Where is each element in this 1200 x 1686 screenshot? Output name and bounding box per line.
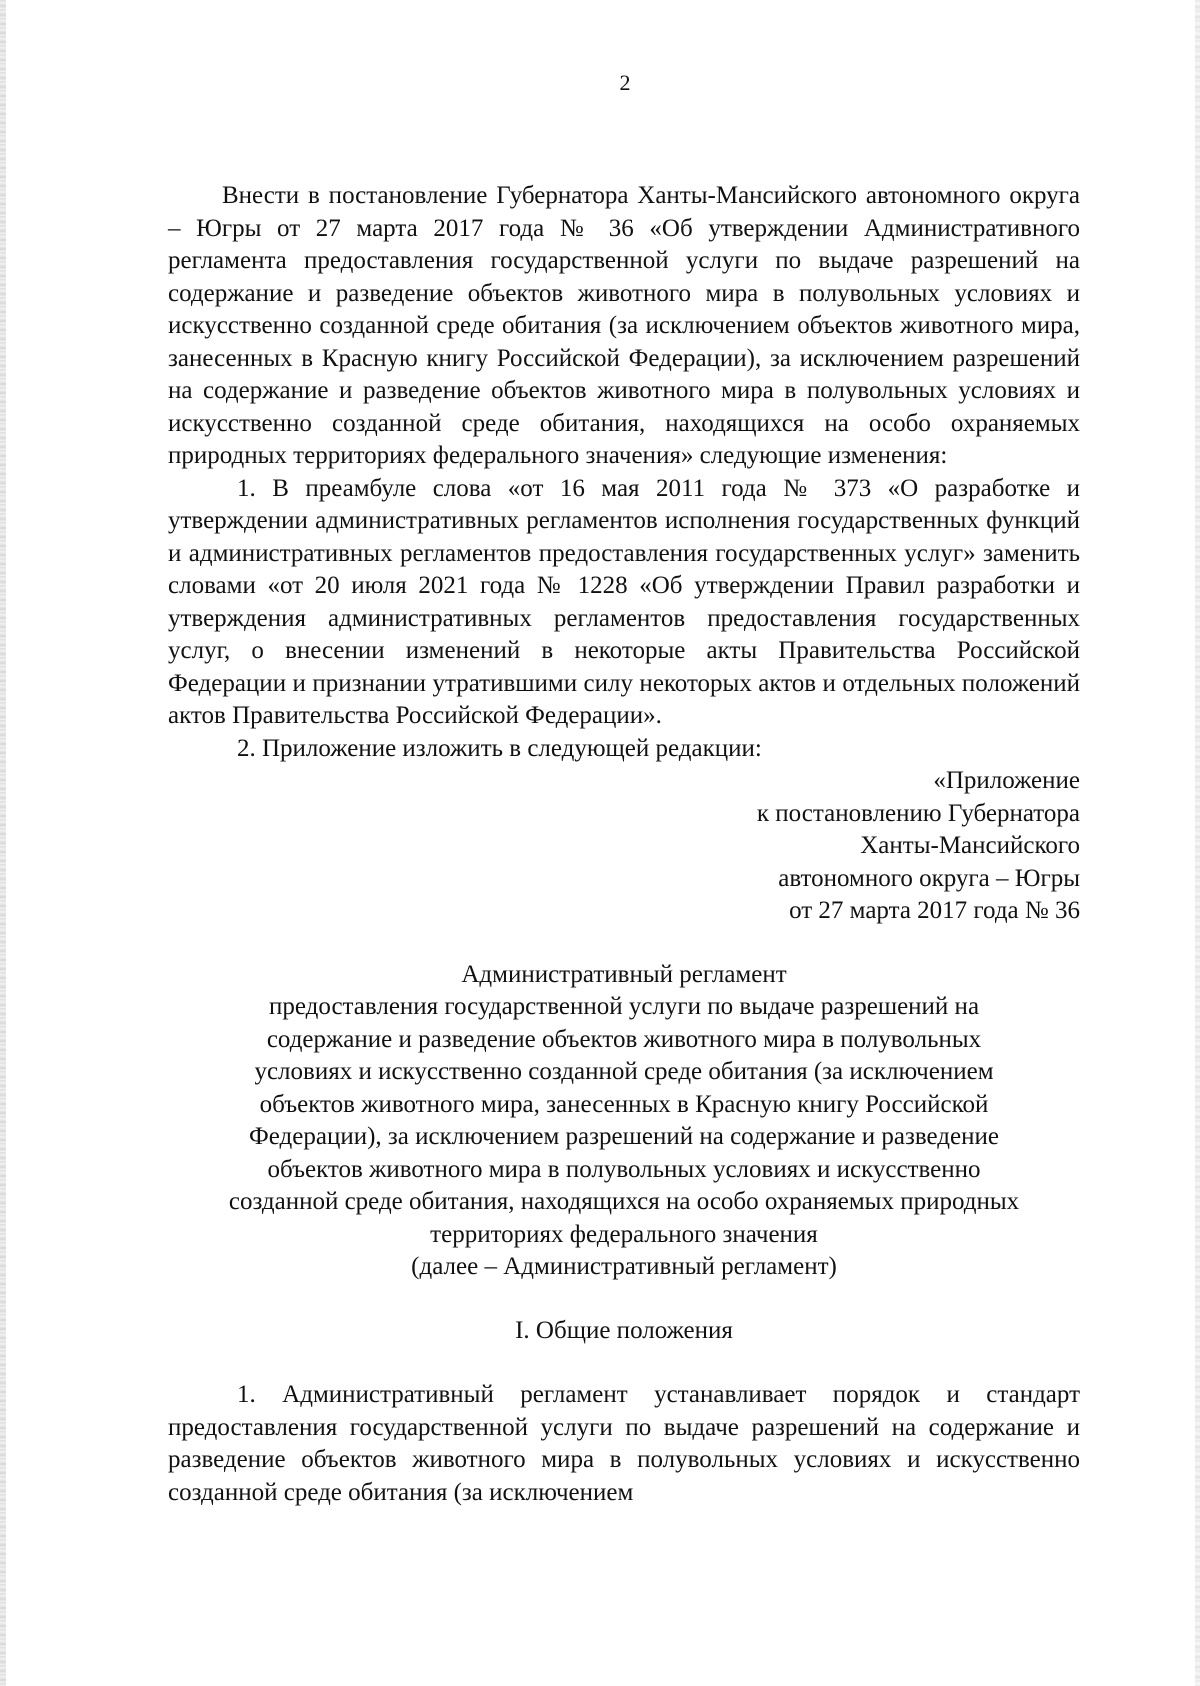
appendix-line: к постановлению Губернатора	[756, 799, 1080, 827]
appendix-line: «Приложение	[933, 767, 1080, 794]
title-line: условиях и искусственно созданной среде обитания (за исключением	[254, 1058, 994, 1085]
document-body	[168, 180, 1080, 1509]
title-line: предоставления государственной услуги по выдаче разрешений на	[268, 993, 980, 1020]
title-line: созданной среде обитания, находящихся на особо охраняемых природных	[228, 1188, 1020, 1215]
appendix-line: от 27 марта 2017 года № 36	[789, 897, 1080, 924]
page-number: 2	[619, 70, 631, 95]
intro-paragraph: Внести в постановление Губернатора Ханты-Мансийского автономного округа – Югры от 27 марта 2017 года № 36 «Об утверждении Административного регламента предоставления государственной услуги по выдаче разрешений на содержание и разведение объектов животного мира в полувольных условиях и искусственно созданной среде обитания (за исключением объектов животного мира, занесенных в Красную книгу Российской Федерации), за исключением разрешений на содержание и разведение объектов животного мира в полувольных условиях и искусственно созданной среде обитания, находящихся на особо охраняемых природных территориях федерального значения» следующие изменения:	[168, 182, 1080, 469]
title-line: (далее – Административный регламент)	[411, 1253, 837, 1280]
appendix-line: автономного округа – Югры	[778, 864, 1080, 892]
title-line: объектов животного мира в полувольных условиях и искусственно	[267, 1155, 981, 1183]
section-item-1: 1. Административный регламент устанавливает порядок и стандарт предоставления государственной услуги по выдаче разрешений на содержание и разведение объектов животного мира в полувольных условиях и искусственно созданной среде обитания (за исключением	[168, 1381, 1080, 1506]
title-line: территориях федерального значения	[430, 1220, 818, 1248]
title-line: объектов животного мира, занесенных в Красную книгу Российской	[259, 1090, 989, 1118]
scan-edge-right	[1195, 0, 1200, 1686]
title-line: Федерации), за исключением разрешений на содержание и разведение	[249, 1123, 999, 1150]
regulation-title	[168, 959, 1080, 1284]
title-line: содержание и разведение объектов животного мира в полувольных	[266, 1025, 982, 1053]
section-heading: I. Общие положения	[515, 1316, 733, 1344]
scan-edge-left	[0, 0, 6, 1686]
amendment-item-1: 1. В преамбуле слова «от 16 мая 2011 года № 373 «О разработке и утверждении административных регламентов исполнения государственных функций и административных регламентов предоставления государственных услуг» заменить словами «от 20 июля 2021 года № 1228 «Об утверждении Правил разработки и утверждения административных регламентов предоставления государственных услуг, о внесении изменений в некоторые акты Правительства Российской Федерации и признании утратившими силу некоторых актов и отдельных положений актов Правительства Российской Федерации».	[168, 474, 1080, 729]
appendix-reference	[168, 765, 1080, 928]
amendment-item-2: 2. Приложение изложить в следующей редакции:	[237, 734, 762, 762]
appendix-line: Ханты-Мансийского	[860, 832, 1080, 859]
title-line: Административный регламент	[461, 960, 787, 988]
